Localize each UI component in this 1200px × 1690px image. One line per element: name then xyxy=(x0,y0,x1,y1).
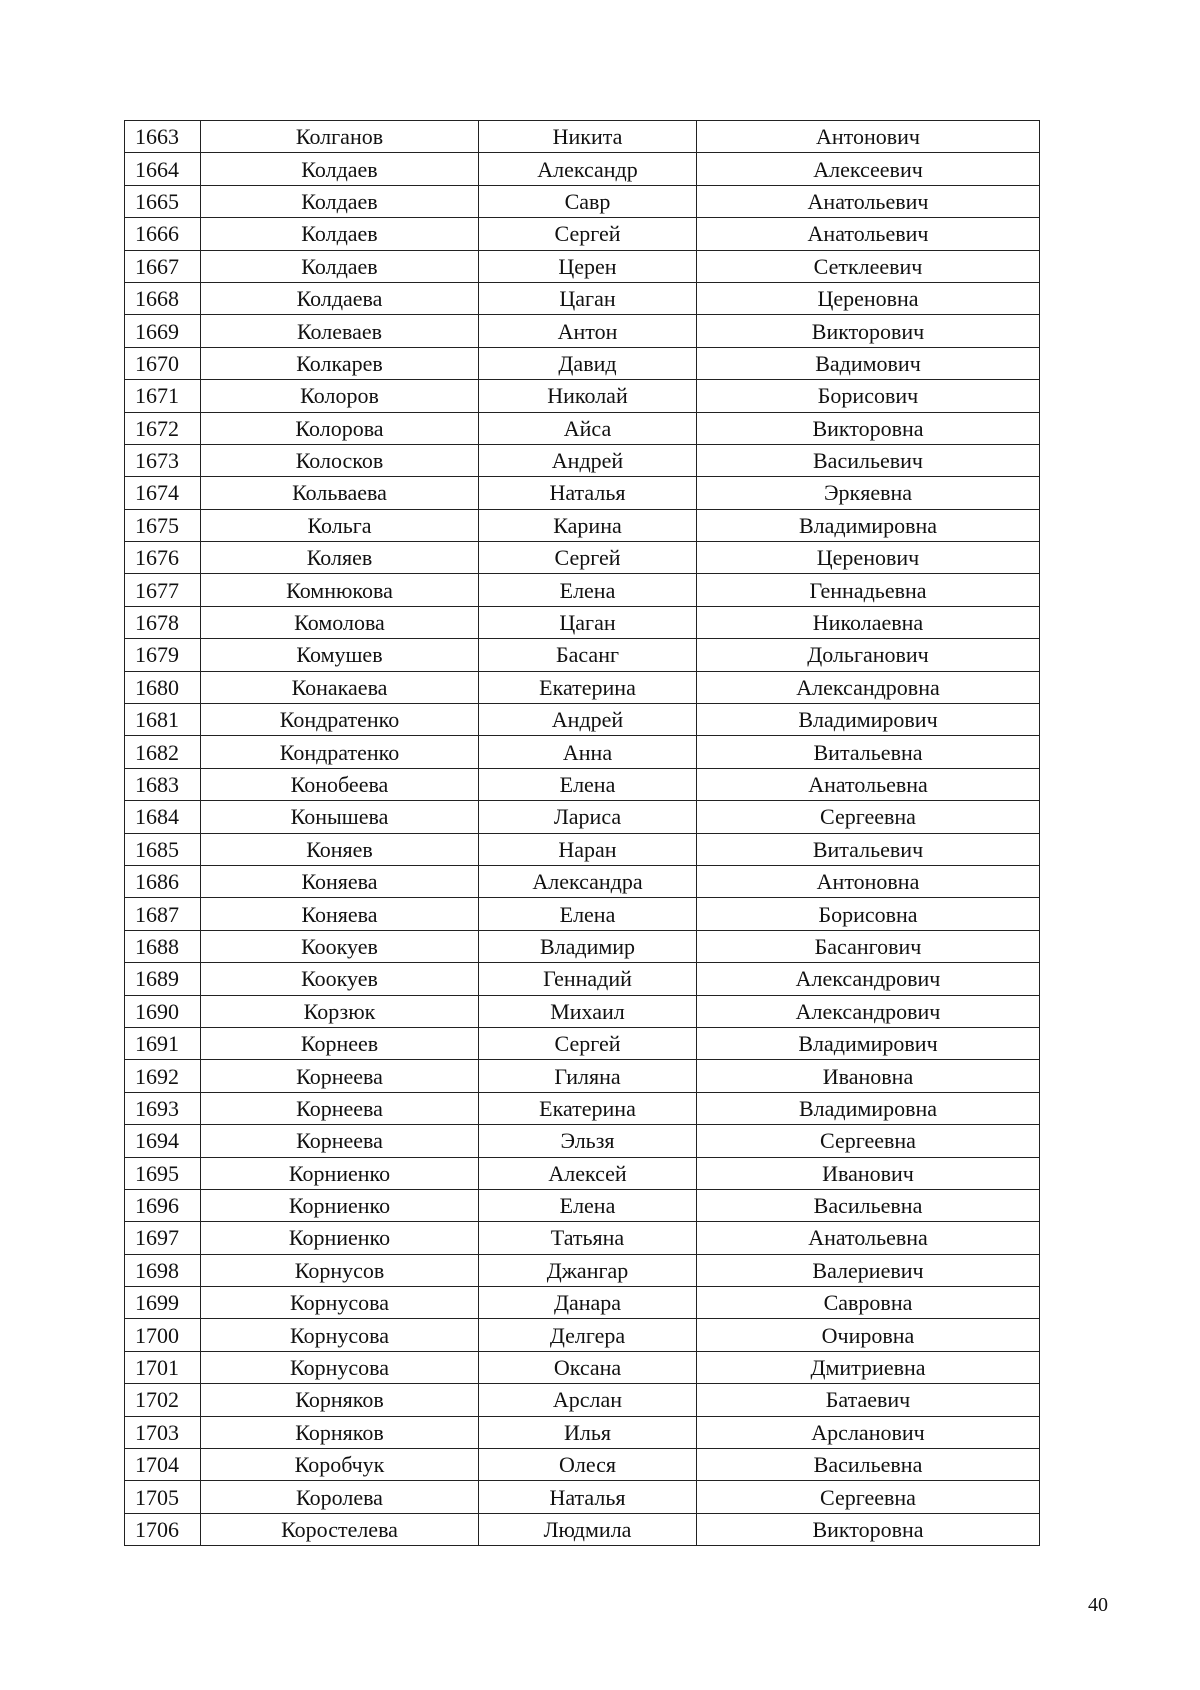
surname-cell: Коняева xyxy=(201,898,479,930)
patronymic-cell: Васильевич xyxy=(697,444,1040,476)
patronymic-cell: Николаевна xyxy=(697,606,1040,638)
first-name-cell: Карина xyxy=(479,509,697,541)
names-table xyxy=(124,120,1040,1546)
row-number-cell: 1672 xyxy=(125,412,201,444)
row-number-cell: 1699 xyxy=(125,1287,201,1319)
table-row xyxy=(125,606,1040,638)
patronymic-cell: Александрович xyxy=(697,963,1040,995)
first-name-cell: Савр xyxy=(479,185,697,217)
first-name-cell: Елена xyxy=(479,768,697,800)
patronymic-cell: Ивановна xyxy=(697,1060,1040,1092)
first-name-cell: Гиляна xyxy=(479,1060,697,1092)
surname-cell: Коокуев xyxy=(201,963,479,995)
surname-cell: Комнюкова xyxy=(201,574,479,606)
first-name-cell: Сергей xyxy=(479,218,697,250)
table-row xyxy=(125,509,1040,541)
surname-cell: Колкарев xyxy=(201,347,479,379)
table-row xyxy=(125,1189,1040,1221)
first-name-cell: Оксана xyxy=(479,1351,697,1383)
surname-cell: Колосков xyxy=(201,444,479,476)
row-number-cell: 1694 xyxy=(125,1125,201,1157)
row-number-cell: 1703 xyxy=(125,1416,201,1448)
patronymic-cell: Борисовна xyxy=(697,898,1040,930)
first-name-cell: Цаган xyxy=(479,282,697,314)
surname-cell: Королева xyxy=(201,1481,479,1513)
patronymic-cell: Анатольевич xyxy=(697,185,1040,217)
table-row xyxy=(125,865,1040,897)
first-name-cell: Алексей xyxy=(479,1157,697,1189)
first-name-cell: Екатерина xyxy=(479,671,697,703)
surname-cell: Колганов xyxy=(201,121,479,153)
first-name-cell: Джангар xyxy=(479,1254,697,1286)
row-number-cell: 1674 xyxy=(125,477,201,509)
table-row xyxy=(125,542,1040,574)
first-name-cell: Айса xyxy=(479,412,697,444)
row-number-cell: 1693 xyxy=(125,1092,201,1124)
first-name-cell: Владимир xyxy=(479,930,697,962)
row-number-cell: 1685 xyxy=(125,833,201,865)
first-name-cell: Андрей xyxy=(479,444,697,476)
page-number: 40 xyxy=(1088,1594,1108,1616)
patronymic-cell: Викторовна xyxy=(697,412,1040,444)
table-row xyxy=(125,1481,1040,1513)
surname-cell: Кондратенко xyxy=(201,704,479,736)
patronymic-cell: Викторовна xyxy=(697,1513,1040,1545)
table-row xyxy=(125,1254,1040,1286)
table-row xyxy=(125,315,1040,347)
table-row xyxy=(125,412,1040,444)
surname-cell: Корниенко xyxy=(201,1222,479,1254)
table-row xyxy=(125,1351,1040,1383)
surname-cell: Коробчук xyxy=(201,1449,479,1481)
table-row xyxy=(125,930,1040,962)
patronymic-cell: Владимировна xyxy=(697,509,1040,541)
table-row xyxy=(125,282,1040,314)
surname-cell: Колоров xyxy=(201,380,479,412)
surname-cell: Колорова xyxy=(201,412,479,444)
patronymic-cell: Батаевич xyxy=(697,1384,1040,1416)
table-row xyxy=(125,1287,1040,1319)
surname-cell: Корнеева xyxy=(201,1125,479,1157)
table-row xyxy=(125,801,1040,833)
surname-cell: Кондратенко xyxy=(201,736,479,768)
names-table-body xyxy=(125,121,1040,1546)
table-row xyxy=(125,639,1040,671)
first-name-cell: Наталья xyxy=(479,477,697,509)
table-row xyxy=(125,1384,1040,1416)
surname-cell: Корниенко xyxy=(201,1157,479,1189)
first-name-cell: Геннадий xyxy=(479,963,697,995)
surname-cell: Комолова xyxy=(201,606,479,638)
first-name-cell: Делгера xyxy=(479,1319,697,1351)
patronymic-cell: Валериевич xyxy=(697,1254,1040,1286)
row-number-cell: 1696 xyxy=(125,1189,201,1221)
patronymic-cell: Викторович xyxy=(697,315,1040,347)
surname-cell: Конакаева xyxy=(201,671,479,703)
first-name-cell: Лариса xyxy=(479,801,697,833)
patronymic-cell: Савровна xyxy=(697,1287,1040,1319)
table-row xyxy=(125,1092,1040,1124)
surname-cell: Колдаев xyxy=(201,250,479,282)
first-name-cell: Николай xyxy=(479,380,697,412)
row-number-cell: 1698 xyxy=(125,1254,201,1286)
row-number-cell: 1688 xyxy=(125,930,201,962)
row-number-cell: 1669 xyxy=(125,315,201,347)
first-name-cell: Наталья xyxy=(479,1481,697,1513)
surname-cell: Коняева xyxy=(201,865,479,897)
row-number-cell: 1689 xyxy=(125,963,201,995)
first-name-cell: Андрей xyxy=(479,704,697,736)
row-number-cell: 1681 xyxy=(125,704,201,736)
row-number-cell: 1682 xyxy=(125,736,201,768)
table-row xyxy=(125,898,1040,930)
table-row xyxy=(125,477,1040,509)
first-name-cell: Никита xyxy=(479,121,697,153)
table-row xyxy=(125,444,1040,476)
first-name-cell: Александр xyxy=(479,153,697,185)
surname-cell: Колдаев xyxy=(201,185,479,217)
row-number-cell: 1686 xyxy=(125,865,201,897)
table-row xyxy=(125,736,1040,768)
patronymic-cell: Вадимович xyxy=(697,347,1040,379)
table-row xyxy=(125,153,1040,185)
row-number-cell: 1684 xyxy=(125,801,201,833)
table-row xyxy=(125,671,1040,703)
patronymic-cell: Александрович xyxy=(697,995,1040,1027)
row-number-cell: 1679 xyxy=(125,639,201,671)
row-number-cell: 1671 xyxy=(125,380,201,412)
first-name-cell: Елена xyxy=(479,898,697,930)
patronymic-cell: Витальевна xyxy=(697,736,1040,768)
row-number-cell: 1678 xyxy=(125,606,201,638)
row-number-cell: 1675 xyxy=(125,509,201,541)
row-number-cell: 1690 xyxy=(125,995,201,1027)
first-name-cell: Церен xyxy=(479,250,697,282)
table-row xyxy=(125,121,1040,153)
patronymic-cell: Васильевна xyxy=(697,1449,1040,1481)
table-row xyxy=(125,218,1040,250)
table-row xyxy=(125,1449,1040,1481)
surname-cell: Коляев xyxy=(201,542,479,574)
patronymic-cell: Владимировна xyxy=(697,1092,1040,1124)
row-number-cell: 1701 xyxy=(125,1351,201,1383)
surname-cell: Колдаев xyxy=(201,218,479,250)
first-name-cell: Давид xyxy=(479,347,697,379)
patronymic-cell: Иванович xyxy=(697,1157,1040,1189)
row-number-cell: 1697 xyxy=(125,1222,201,1254)
first-name-cell: Михаил xyxy=(479,995,697,1027)
row-number-cell: 1695 xyxy=(125,1157,201,1189)
surname-cell: Коростелева xyxy=(201,1513,479,1545)
surname-cell: Корнусова xyxy=(201,1319,479,1351)
first-name-cell: Данара xyxy=(479,1287,697,1319)
row-number-cell: 1683 xyxy=(125,768,201,800)
table-row xyxy=(125,833,1040,865)
table-row xyxy=(125,1060,1040,1092)
row-number-cell: 1666 xyxy=(125,218,201,250)
surname-cell: Корняков xyxy=(201,1384,479,1416)
patronymic-cell: Борисович xyxy=(697,380,1040,412)
first-name-cell: Цаган xyxy=(479,606,697,638)
surname-cell: Корнеева xyxy=(201,1060,479,1092)
surname-cell: Конышева xyxy=(201,801,479,833)
table-row xyxy=(125,1125,1040,1157)
surname-cell: Коняев xyxy=(201,833,479,865)
surname-cell: Комушев xyxy=(201,639,479,671)
surname-cell: Конобеева xyxy=(201,768,479,800)
surname-cell: Корнусова xyxy=(201,1351,479,1383)
row-number-cell: 1680 xyxy=(125,671,201,703)
patronymic-cell: Цереновна xyxy=(697,282,1040,314)
table-row xyxy=(125,380,1040,412)
patronymic-cell: Алексеевич xyxy=(697,153,1040,185)
first-name-cell: Анна xyxy=(479,736,697,768)
row-number-cell: 1704 xyxy=(125,1449,201,1481)
surname-cell: Коокуев xyxy=(201,930,479,962)
row-number-cell: 1673 xyxy=(125,444,201,476)
table-row xyxy=(125,1416,1040,1448)
table-row xyxy=(125,1157,1040,1189)
patronymic-cell: Васильевна xyxy=(697,1189,1040,1221)
surname-cell: Корняков xyxy=(201,1416,479,1448)
surname-cell: Колдаев xyxy=(201,153,479,185)
surname-cell: Корнеева xyxy=(201,1092,479,1124)
table-row xyxy=(125,347,1040,379)
first-name-cell: Татьяна xyxy=(479,1222,697,1254)
row-number-cell: 1691 xyxy=(125,1027,201,1059)
row-number-cell: 1687 xyxy=(125,898,201,930)
surname-cell: Кольга xyxy=(201,509,479,541)
row-number-cell: 1706 xyxy=(125,1513,201,1545)
first-name-cell: Екатерина xyxy=(479,1092,697,1124)
row-number-cell: 1665 xyxy=(125,185,201,217)
row-number-cell: 1663 xyxy=(125,121,201,153)
patronymic-cell: Анатольевич xyxy=(697,218,1040,250)
first-name-cell: Людмила xyxy=(479,1513,697,1545)
patronymic-cell: Очировна xyxy=(697,1319,1040,1351)
first-name-cell: Арслан xyxy=(479,1384,697,1416)
patronymic-cell: Антонович xyxy=(697,121,1040,153)
patronymic-cell: Сергеевна xyxy=(697,1125,1040,1157)
patronymic-cell: Геннадьевна xyxy=(697,574,1040,606)
surname-cell: Корнеев xyxy=(201,1027,479,1059)
row-number-cell: 1705 xyxy=(125,1481,201,1513)
patronymic-cell: Антоновна xyxy=(697,865,1040,897)
table-row xyxy=(125,1222,1040,1254)
first-name-cell: Олеся xyxy=(479,1449,697,1481)
patronymic-cell: Сетклеевич xyxy=(697,250,1040,282)
first-name-cell: Басанг xyxy=(479,639,697,671)
patronymic-cell: Анатольевна xyxy=(697,1222,1040,1254)
surname-cell: Колеваев xyxy=(201,315,479,347)
first-name-cell: Антон xyxy=(479,315,697,347)
surname-cell: Корнусова xyxy=(201,1287,479,1319)
surname-cell: Корзюк xyxy=(201,995,479,1027)
patronymic-cell: Церенович xyxy=(697,542,1040,574)
first-name-cell: Сергей xyxy=(479,1027,697,1059)
first-name-cell: Елена xyxy=(479,574,697,606)
table-row xyxy=(125,963,1040,995)
row-number-cell: 1664 xyxy=(125,153,201,185)
patronymic-cell: Александровна xyxy=(697,671,1040,703)
row-number-cell: 1692 xyxy=(125,1060,201,1092)
table-row xyxy=(125,1319,1040,1351)
patronymic-cell: Сергеевна xyxy=(697,1481,1040,1513)
patronymic-cell: Витальевич xyxy=(697,833,1040,865)
first-name-cell: Илья xyxy=(479,1416,697,1448)
patronymic-cell: Эркяевна xyxy=(697,477,1040,509)
first-name-cell: Сергей xyxy=(479,542,697,574)
patronymic-cell: Анатольевна xyxy=(697,768,1040,800)
patronymic-cell: Сергеевна xyxy=(697,801,1040,833)
row-number-cell: 1702 xyxy=(125,1384,201,1416)
surname-cell: Колдаева xyxy=(201,282,479,314)
table-row xyxy=(125,704,1040,736)
row-number-cell: 1670 xyxy=(125,347,201,379)
row-number-cell: 1667 xyxy=(125,250,201,282)
table-row xyxy=(125,1027,1040,1059)
table-row xyxy=(125,250,1040,282)
first-name-cell: Елена xyxy=(479,1189,697,1221)
first-name-cell: Наран xyxy=(479,833,697,865)
table-row xyxy=(125,995,1040,1027)
patronymic-cell: Арсланович xyxy=(697,1416,1040,1448)
table-row xyxy=(125,1513,1040,1545)
surname-cell: Корниенко xyxy=(201,1189,479,1221)
table-row xyxy=(125,574,1040,606)
row-number-cell: 1700 xyxy=(125,1319,201,1351)
row-number-cell: 1668 xyxy=(125,282,201,314)
row-number-cell: 1676 xyxy=(125,542,201,574)
patronymic-cell: Басангович xyxy=(697,930,1040,962)
patronymic-cell: Владимирович xyxy=(697,704,1040,736)
patronymic-cell: Дольганович xyxy=(697,639,1040,671)
row-number-cell: 1677 xyxy=(125,574,201,606)
patronymic-cell: Владимирович xyxy=(697,1027,1040,1059)
first-name-cell: Эльзя xyxy=(479,1125,697,1157)
surname-cell: Кольваева xyxy=(201,477,479,509)
surname-cell: Корнусов xyxy=(201,1254,479,1286)
patronymic-cell: Дмитриевна xyxy=(697,1351,1040,1383)
table-row xyxy=(125,185,1040,217)
table-row xyxy=(125,768,1040,800)
first-name-cell: Александра xyxy=(479,865,697,897)
